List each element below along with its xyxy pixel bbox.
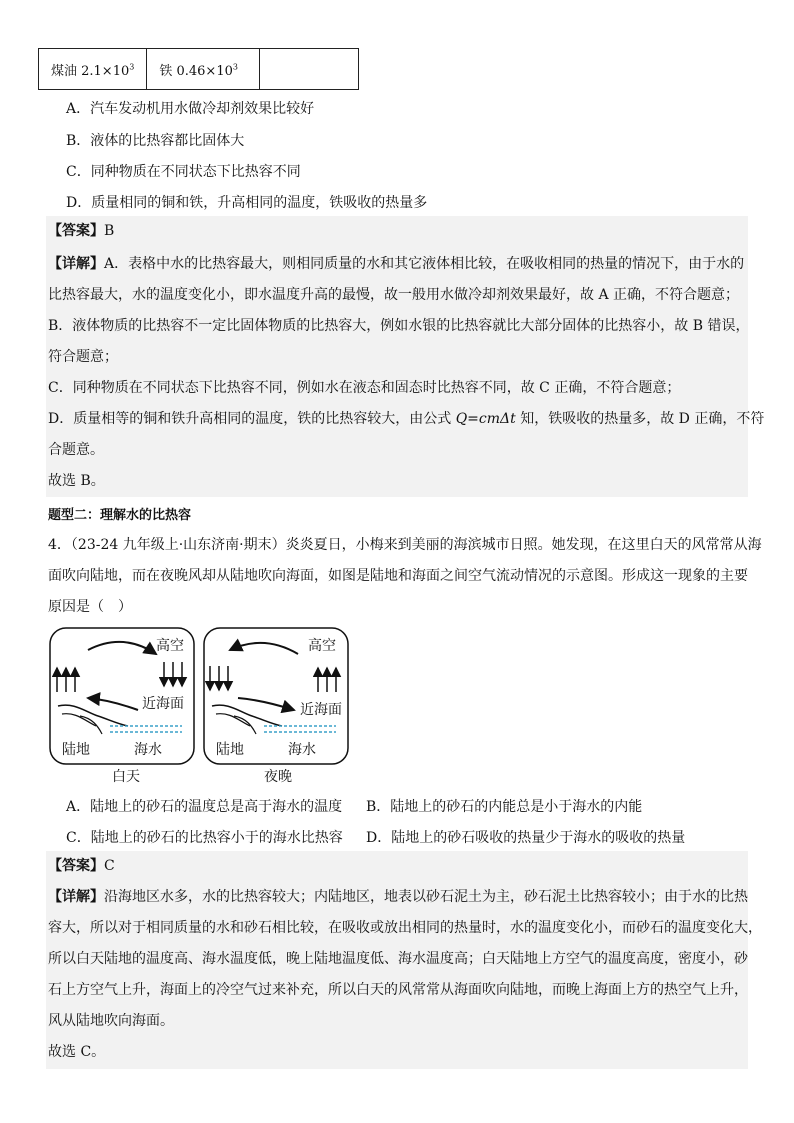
q4-stem-line-3: 原因是（ ）	[48, 599, 132, 615]
q4-detail-line-5: 风从陆地吹向海面。	[48, 1013, 174, 1029]
night-sinking-arrows	[210, 666, 228, 690]
q3-detail-line-7: 合题意。	[48, 442, 104, 458]
night-near-sea-label: 近海面	[300, 702, 342, 718]
q4-option-b: B．陆地上的砂石的内能总是小于海水的内能	[366, 799, 643, 815]
q4-option-c: C．陆地上的砂石的比热容小于的海水比热容	[66, 830, 343, 846]
night-shoreline	[212, 705, 282, 726]
q3-answer-line: 【答案】B	[48, 223, 115, 239]
night-rising-arrows	[318, 668, 336, 692]
day-caption: 白天	[112, 769, 140, 785]
q3-option-d: D．质量相同的铜和铁，升高相同的温度，铁吸收的热量多	[66, 195, 428, 211]
table-cell-iron: 铁 $0.46\times 10^3$	[147, 49, 260, 90]
day-rising-arrows	[57, 668, 75, 692]
q4-stem-line-1: 4．（23-24 九年级上·山东济南·期末）炎炎夏日，小梅来到美丽的海滨城市日照。她发现，在这里白天的风常常从海	[48, 537, 762, 553]
day-upper-arrow	[88, 642, 156, 654]
day-near-sea-label: 近海面	[142, 696, 184, 712]
night-sea-surface	[264, 726, 336, 732]
night-caption: 夜晚	[264, 769, 292, 785]
q3-option-c: C．同种物质在不同状态下比热容不同	[66, 164, 301, 180]
sea-land-breeze-diagram	[48, 626, 358, 770]
day-sinking-arrows	[164, 662, 182, 686]
q4-conclusion: 故选 C。	[48, 1044, 106, 1060]
specific-heat-table	[38, 48, 359, 90]
q4-detail-line-2: 容大，所以对于相同质量的水和砂石相比较，在吸收或放出相同的热量时，水的温度变化小，而砂石的温度变化大，	[48, 920, 762, 936]
q4-stem-line-2: 面吹向陆地，而在夜晚风却从陆地吹向海面，如图是陆地和海面之间空气流动情况的示意图。形成这一现象的主要	[48, 568, 748, 584]
q3-detail-line-6: D．质量相等的铜和铁升高相同的温度，铁的比热容较大，由公式 Q=cmΔt 知，铁吸收的热量多，故 D 正确，不符	[48, 411, 765, 427]
q4-option-d: D．陆地上的砂石吸收的热量少于海水的吸收的热量	[366, 830, 686, 846]
night-sea-label: 海水	[288, 742, 316, 758]
night-land-label: 陆地	[216, 742, 244, 758]
night-high-label: 高空	[308, 638, 336, 654]
day-land-label: 陆地	[62, 742, 90, 758]
q4-answer-line: 【答案】C	[48, 858, 115, 874]
q4-detail-line-1: 【详解】沿海地区水多，水的比热容较大；内陆地区，地表以砂石泥土为主，砂石泥土比热容较小；由于水的比热	[48, 889, 748, 905]
q3-detail-line-4: 符合题意；	[48, 349, 118, 365]
breeze-diagram-svg	[48, 626, 358, 766]
night-lower-arrow	[238, 698, 294, 710]
q3-detail-line-3: B．液体物质的比热容不一定比固体物质的比热容大，例如水银的比热容就比大部分固体的比热容小，故 B 错误，	[48, 318, 750, 334]
q3-option-b: B．液体的比热容都比固体大	[66, 133, 245, 149]
q3-conclusion: 故选 B。	[48, 473, 105, 489]
day-sea-surface	[110, 726, 182, 732]
formula: Q=cmΔt	[455, 411, 516, 427]
q4-detail-line-4: 石上方空气上升，海面上的冷空气过来补充，所以白天的风常常从海面吹向陆地，而晚上海面上方的热空气上升，	[48, 982, 748, 998]
table-cell-empty	[260, 49, 359, 90]
q3-detail-line-1: 【详解】A．表格中水的比热容最大，则相同质量的水和其它液体相比较，在吸收相同的热量的情况下，由于水的	[48, 256, 745, 272]
q3-detail-line-2: 比热容最大，水的温度变化小，即水温度升高的最慢，故一般用水做冷却剂效果最好，故 A 正确，不符合题意；	[48, 287, 740, 303]
q4-option-a: A．陆地上的砂石的温度总是高于海水的温度	[66, 799, 343, 815]
q4-detail-line-3: 所以白天陆地的温度高、海水温度低，晚上陆地温度低、海水温度高；白天陆地上方空气的温度高度，密度小，砂	[48, 951, 748, 967]
q3-detail-line-5: C．同种物质在不同状态下比热容不同，例如水在液态和固态时比热容不同，故 C 正确，不符合题意；	[48, 380, 681, 396]
q3-option-a: A．汽车发动机用水做冷却剂效果比较好	[66, 101, 315, 117]
table-cell-kerosene: 煤油 $2.1\times 10^3$	[39, 49, 147, 90]
night-upper-arrow	[230, 643, 298, 654]
day-shoreline	[58, 705, 128, 726]
day-high-label: 高空	[156, 638, 184, 654]
section-title: 题型二：理解水的比热容	[48, 508, 192, 523]
day-lower-arrow	[88, 698, 138, 710]
day-sea-label: 海水	[134, 742, 162, 758]
